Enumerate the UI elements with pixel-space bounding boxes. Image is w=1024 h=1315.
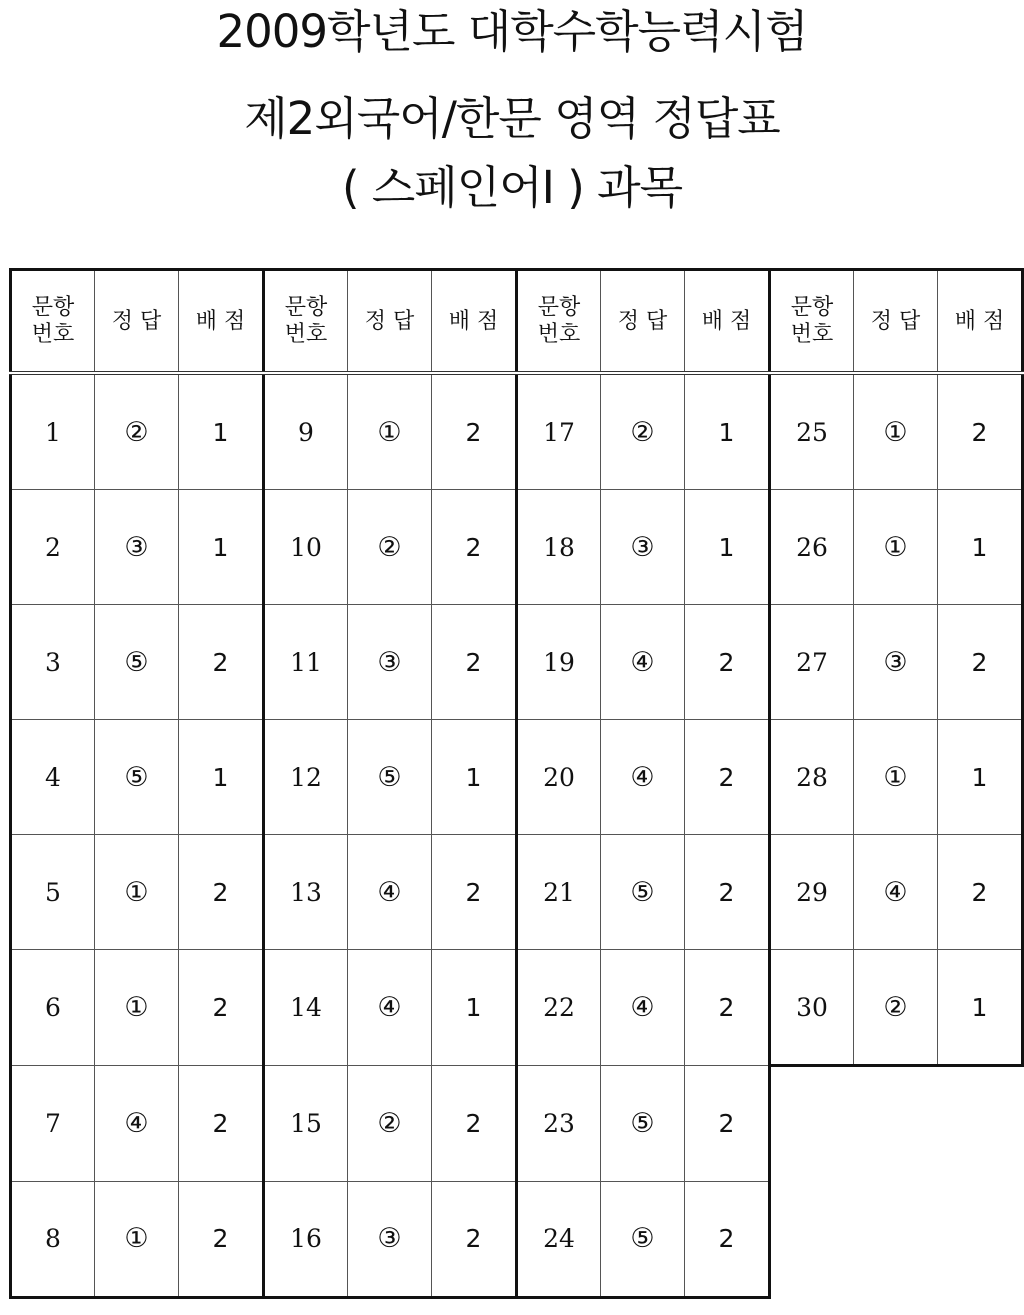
answer-cell: [854, 835, 938, 950]
answer-cell-text: ③: [883, 646, 908, 678]
points-cell: [685, 1181, 770, 1297]
answer-cell-text: ②: [377, 531, 402, 563]
question-number-text: 20: [543, 762, 575, 792]
answer-cell-text: ②: [377, 1107, 402, 1139]
answer-table: [9, 268, 1024, 1299]
header-number: 문항 번호: [517, 270, 601, 374]
answer-cell: [601, 490, 685, 605]
answer-cell: [601, 373, 685, 490]
question-number-text: 4: [45, 762, 61, 792]
answer-cell-text: ①: [883, 531, 908, 563]
answer-cell: [95, 373, 179, 490]
question-number: [517, 1066, 601, 1182]
answer-cell-text: ②: [630, 416, 655, 448]
points-cell: [432, 950, 517, 1066]
points-cell-text: 1: [212, 532, 229, 562]
answer-cell-text: ①: [124, 1223, 149, 1254]
answer-cell-text: ④: [124, 1107, 149, 1139]
table-row: [11, 720, 1023, 835]
question-number: [264, 835, 348, 950]
question-number-text: 23: [543, 1108, 575, 1138]
answer-cell-text: ③: [377, 1223, 402, 1254]
table-row: [11, 835, 1023, 950]
question-number-text: 6: [45, 993, 61, 1022]
answer-cell-text: ⑤: [630, 876, 655, 908]
header-answer: 정 답: [854, 270, 938, 374]
points-cell: [685, 605, 770, 720]
question-number: [517, 950, 601, 1066]
question-number: [264, 1181, 348, 1297]
points-cell-text: 1: [971, 762, 988, 792]
question-number-text: 27: [796, 647, 828, 677]
points-cell-text: 1: [718, 532, 735, 562]
answer-cell: [601, 1181, 685, 1297]
answer-cell: [95, 835, 179, 950]
question-number-text: 7: [45, 1108, 61, 1138]
answer-cell: [854, 490, 938, 605]
answer-cell-text: ④: [630, 646, 655, 678]
answer-cell-text: ④: [630, 992, 655, 1023]
points-cell: [938, 490, 1023, 605]
question-number: [264, 720, 348, 835]
points-cell: [432, 720, 517, 835]
points-cell: [179, 1181, 264, 1297]
empty-cell: [770, 1181, 1023, 1297]
points-cell-text: 1: [465, 993, 482, 1022]
header-number: 문항 번호: [264, 270, 348, 374]
question-number-text: 15: [290, 1108, 322, 1138]
answer-cell-text: ②: [883, 991, 908, 1023]
question-number-text: 9: [298, 417, 314, 447]
question-number-text: 13: [290, 877, 322, 907]
points-cell-text: 2: [465, 417, 482, 447]
points-cell: [179, 835, 264, 950]
answer-cell-text: ①: [124, 876, 149, 908]
question-number: [264, 490, 348, 605]
points-cell-text: 2: [718, 647, 735, 677]
header-row: [11, 270, 1023, 374]
points-cell: [685, 490, 770, 605]
points-cell: [432, 605, 517, 720]
answer-cell-text: ④: [377, 992, 402, 1023]
points-cell: [179, 720, 264, 835]
points-cell: [179, 950, 264, 1066]
points-cell-text: 1: [212, 762, 229, 792]
answer-cell-text: ③: [630, 531, 655, 563]
points-cell: [685, 835, 770, 950]
question-number-text: 5: [45, 877, 61, 907]
header-answer: 정 답: [348, 270, 432, 374]
points-cell-text: 2: [465, 877, 482, 907]
question-number: [517, 835, 601, 950]
question-number: [11, 605, 95, 720]
table-row: [11, 950, 1023, 1066]
points-cell: [179, 1066, 264, 1182]
answer-cell: [601, 605, 685, 720]
question-number: [770, 950, 854, 1066]
answer-cell: [348, 835, 432, 950]
points-cell-text: 2: [718, 1224, 735, 1253]
question-number-text: 22: [543, 993, 575, 1022]
question-number-text: 28: [796, 762, 828, 792]
question-number-text: 26: [796, 532, 828, 562]
answer-cell: [95, 605, 179, 720]
question-number: [11, 1181, 95, 1297]
answer-cell-text: ⑤: [377, 761, 402, 793]
question-number-text: 3: [45, 647, 61, 677]
answer-cell: [854, 373, 938, 490]
header-number: 문항 번호: [770, 270, 854, 374]
question-number-text: 14: [290, 993, 322, 1022]
header-answer: 정 답: [601, 270, 685, 374]
points-cell: [938, 950, 1023, 1066]
subject-title: ( 스페인어Ⅰ ) 과목: [341, 161, 683, 214]
points-cell-text: 1: [718, 417, 735, 447]
points-cell-text: 1: [971, 992, 988, 1022]
question-number: [770, 490, 854, 605]
question-number: [11, 1066, 95, 1182]
question-number: [770, 605, 854, 720]
answer-cell: [854, 605, 938, 720]
answer-cell-text: ②: [124, 416, 149, 448]
question-number: [770, 373, 854, 490]
points-cell-text: 2: [212, 1224, 229, 1253]
question-number: [517, 490, 601, 605]
question-number: [517, 1181, 601, 1297]
empty-cell: [770, 1066, 1023, 1182]
points-cell: [938, 373, 1023, 490]
points-cell-text: 2: [212, 877, 229, 907]
answer-cell: [95, 1066, 179, 1182]
question-number-text: 1: [45, 417, 61, 447]
answer-cell: [601, 720, 685, 835]
answer-cell-text: ③: [377, 646, 402, 678]
question-number: [11, 373, 95, 490]
question-number-text: 24: [543, 1224, 575, 1253]
question-number-text: 10: [290, 532, 322, 562]
points-cell: [432, 1066, 517, 1182]
answer-cell: [348, 605, 432, 720]
answer-cell: [95, 490, 179, 605]
points-cell-text: 1: [971, 532, 988, 562]
answer-cell: [348, 490, 432, 605]
question-number-text: 2: [45, 532, 61, 562]
answer-cell: [95, 1181, 179, 1297]
header-answer: 정 답: [95, 270, 179, 374]
answer-cell: [348, 1181, 432, 1297]
points-cell-text: 2: [718, 877, 735, 907]
answer-cell-text: ⑤: [124, 761, 149, 793]
answer-cell: [348, 950, 432, 1066]
answer-cell: [601, 950, 685, 1066]
points-cell: [432, 1181, 517, 1297]
answer-cell-text: ①: [377, 416, 402, 448]
answer-cell-text: ①: [124, 992, 149, 1023]
points-cell-text: 2: [465, 532, 482, 562]
question-number-text: 30: [796, 992, 828, 1022]
points-cell: [432, 373, 517, 490]
answer-cell-text: ④: [377, 876, 402, 908]
question-number-text: 12: [290, 762, 322, 792]
points-cell-text: 2: [212, 993, 229, 1022]
question-number: [517, 373, 601, 490]
points-cell: [432, 490, 517, 605]
table-row: [11, 490, 1023, 605]
question-number-text: 17: [543, 417, 575, 447]
question-number: [11, 950, 95, 1066]
answer-cell: [854, 950, 938, 1066]
points-cell-text: 2: [971, 647, 988, 677]
question-number: [517, 605, 601, 720]
question-number: [770, 835, 854, 950]
points-cell-text: 2: [465, 647, 482, 677]
points-cell: [179, 605, 264, 720]
points-cell-text: 2: [718, 762, 735, 792]
header-points: 배 점: [432, 270, 517, 374]
question-number: [11, 490, 95, 605]
question-number-text: 25: [796, 417, 828, 447]
points-cell-text: 2: [971, 877, 988, 907]
table-row: [11, 1181, 1023, 1297]
answer-cell: [601, 835, 685, 950]
points-cell-text: 2: [212, 1108, 229, 1138]
points-cell: [179, 373, 264, 490]
points-cell: [938, 835, 1023, 950]
question-number: [11, 720, 95, 835]
question-number: [264, 950, 348, 1066]
question-number-text: 29: [796, 877, 828, 907]
question-number: [264, 605, 348, 720]
answer-cell-text: ⑤: [124, 646, 149, 678]
answer-cell-text: ③: [124, 531, 149, 563]
question-number-text: 16: [290, 1224, 322, 1253]
table-row: [11, 605, 1023, 720]
header-number: 문항 번호: [11, 270, 95, 374]
points-cell: [432, 835, 517, 950]
header-points: 배 점: [685, 270, 770, 374]
answer-cell-text: ④: [883, 876, 908, 908]
header-points: 배 점: [938, 270, 1023, 374]
question-number: [264, 373, 348, 490]
answer-cell: [348, 720, 432, 835]
answer-cell-text: ①: [883, 761, 908, 793]
points-cell: [938, 720, 1023, 835]
points-cell-text: 1: [465, 762, 482, 792]
points-cell: [685, 373, 770, 490]
question-number-text: 19: [543, 647, 575, 677]
question-number: [517, 720, 601, 835]
answer-cell: [95, 950, 179, 1066]
document-subtitle: 제2외국어/한문 영역 정답표: [244, 92, 780, 145]
points-cell-text: 1: [212, 417, 229, 447]
question-number: [11, 835, 95, 950]
answer-cell: [348, 373, 432, 490]
question-number-text: 8: [45, 1224, 61, 1253]
answer-cell-text: ⑤: [630, 1107, 655, 1139]
points-cell-text: 2: [465, 1224, 482, 1253]
points-cell-text: 2: [465, 1108, 482, 1138]
points-cell: [685, 950, 770, 1066]
question-number: [770, 720, 854, 835]
question-number-text: 21: [543, 877, 575, 907]
question-number-text: 18: [543, 532, 575, 562]
answer-cell-text: ④: [630, 761, 655, 793]
question-number: [264, 1066, 348, 1182]
table-row: [11, 373, 1023, 490]
points-cell: [685, 1066, 770, 1182]
answer-cell: [854, 720, 938, 835]
answer-cell: [348, 1066, 432, 1182]
points-cell-text: 2: [718, 1108, 735, 1138]
answer-cell: [95, 720, 179, 835]
document-title: 2009학년도 대학수학능력시험: [216, 5, 808, 58]
points-cell-text: 2: [971, 417, 988, 447]
points-cell: [179, 490, 264, 605]
answer-cell: [601, 1066, 685, 1182]
points-cell: [685, 720, 770, 835]
points-cell: [938, 605, 1023, 720]
answer-cell-text: ⑤: [630, 1223, 655, 1254]
points-cell-text: 2: [212, 647, 229, 677]
points-cell-text: 2: [718, 993, 735, 1022]
question-number-text: 11: [290, 647, 322, 677]
answer-cell-text: ①: [883, 416, 908, 448]
table-row: [11, 1066, 1023, 1182]
header-points: 배 점: [179, 270, 264, 374]
